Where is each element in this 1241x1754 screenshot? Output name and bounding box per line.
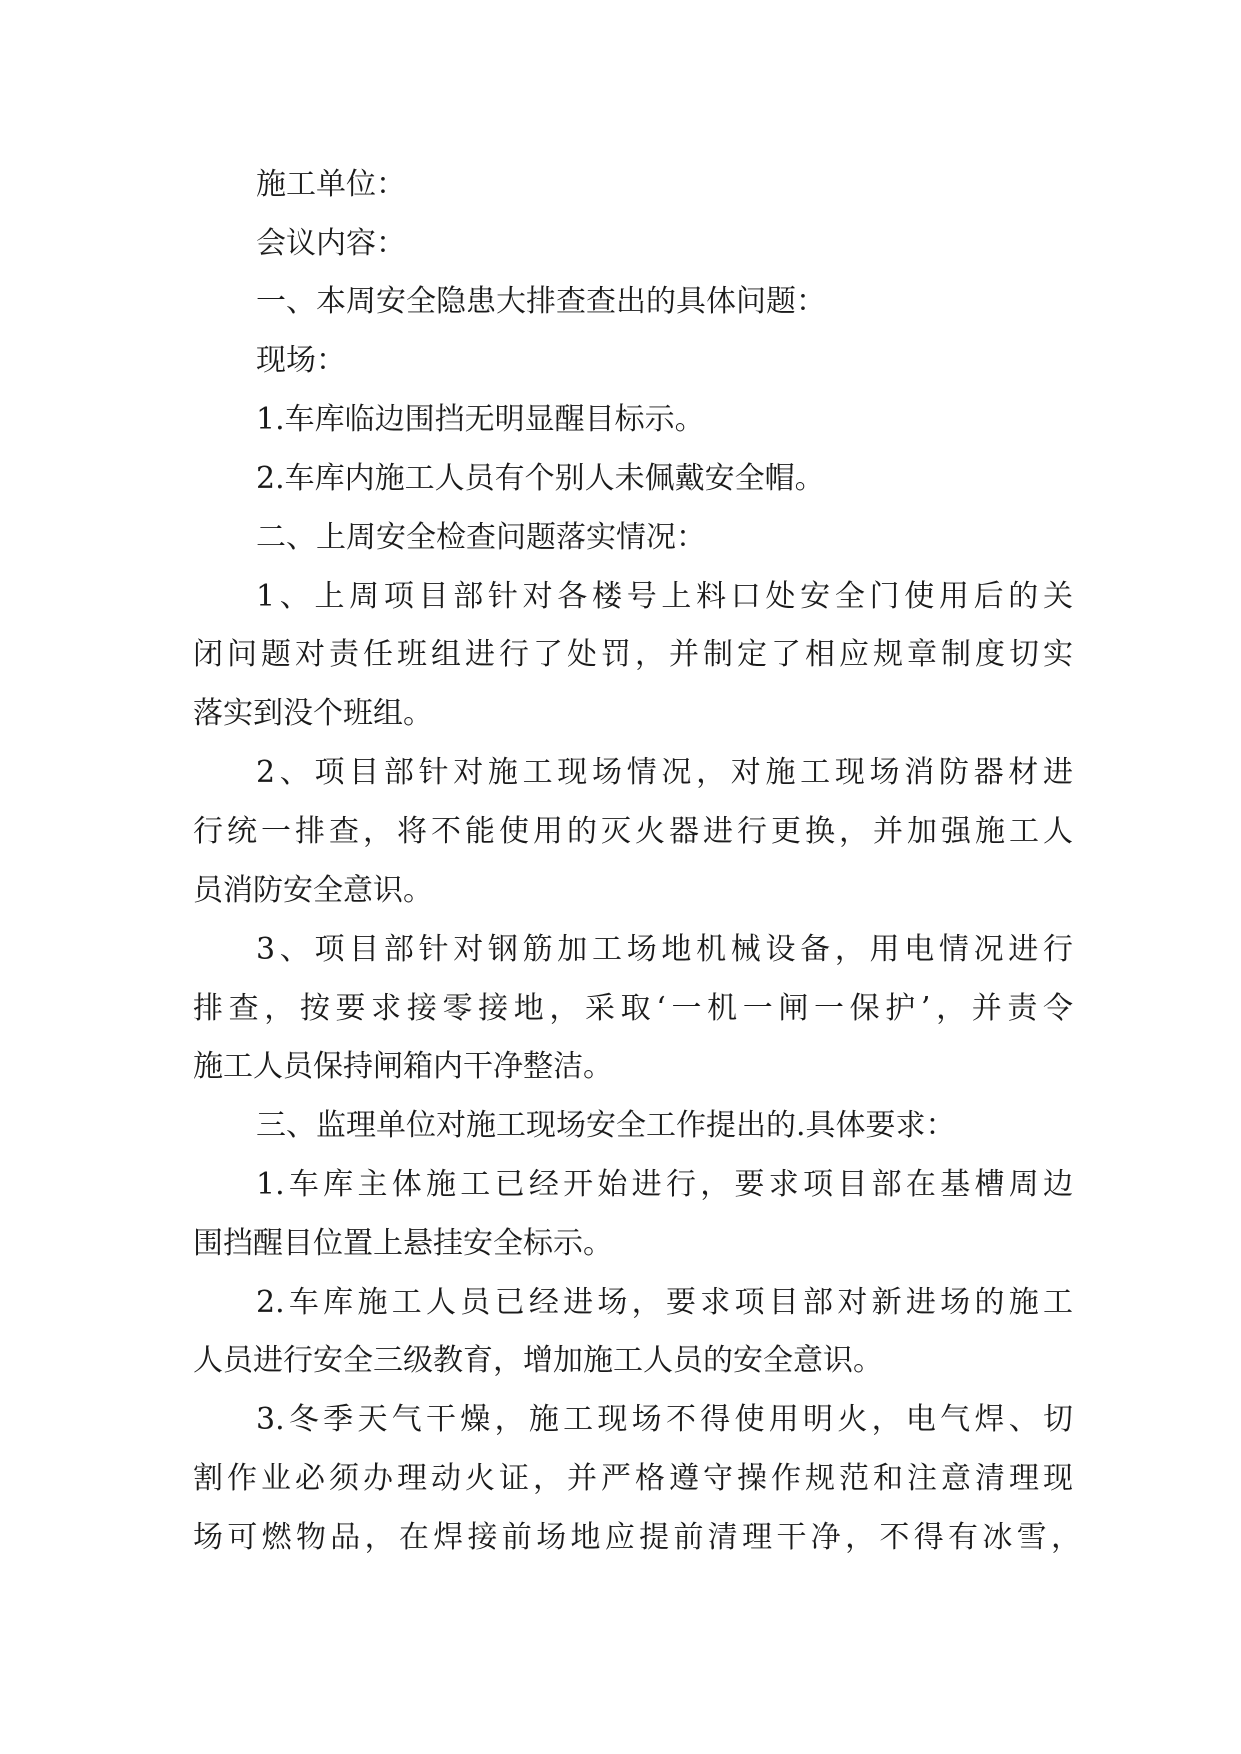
text-line: 闭问题对责任班组进行了处罚，并制定了相应规章制度切实 bbox=[193, 637, 1073, 672]
text-line: 排查，按要求接零接地，采取‘一机一闸一保护’，并责令 bbox=[193, 991, 1073, 1026]
text-line: 1.车库临边围挡无明显醒目标示。 bbox=[256, 402, 705, 437]
text-line: 2、项目部针对施工现场情况，对施工现场消防器材进 bbox=[256, 755, 1073, 790]
text-line: 施工人员保持闸箱内干净整洁。 bbox=[193, 1049, 613, 1084]
text-line: 现场： bbox=[256, 343, 346, 378]
text-line: 二、上周安全检查问题落实情况： bbox=[256, 520, 706, 555]
text-line: 1、上周项目部针对各楼号上料口处安全门使用后的关 bbox=[256, 579, 1073, 614]
text-line: 1.车库主体施工已经开始进行，要求项目部在基槽周边 bbox=[256, 1167, 1073, 1202]
text-line: 3.冬季天气干燥，施工现场不得使用明火，电气焊、切 bbox=[256, 1402, 1073, 1437]
text-line: 一、本周安全隐患大排查查出的具体问题： bbox=[256, 284, 826, 319]
text-line: 员消防安全意识。 bbox=[193, 873, 433, 908]
text-line: 2.车库施工人员已经进场，要求项目部对新进场的施工 bbox=[256, 1285, 1073, 1320]
text-line: 会议内容： bbox=[256, 226, 406, 261]
text-line: 施工单位： bbox=[256, 167, 406, 202]
text-line: 落实到没个班组。 bbox=[193, 696, 433, 731]
text-line: 2.车库内施工人员有个别人未佩戴安全帽。 bbox=[256, 461, 825, 496]
text-line: 3、项目部针对钢筋加工场地机械设备，用电情况进行 bbox=[256, 932, 1073, 967]
text-line: 行统一排查，将不能使用的灭火器进行更换，并加强施工人 bbox=[193, 814, 1073, 849]
text-line: 三、监理单位对施工现场安全工作提出的.具体要求： bbox=[256, 1108, 956, 1143]
text-line: 割作业必须办理动火证，并严格遵守操作规范和注意清理现 bbox=[193, 1461, 1073, 1496]
text-line: 围挡醒目位置上悬挂安全标示。 bbox=[193, 1226, 613, 1261]
text-line: 人员进行安全三级教育，增加施工人员的安全意识。 bbox=[193, 1343, 883, 1378]
text-line: 场可燃物品，在焊接前场地应提前清理干净，不得有冰雪， bbox=[193, 1520, 1081, 1555]
